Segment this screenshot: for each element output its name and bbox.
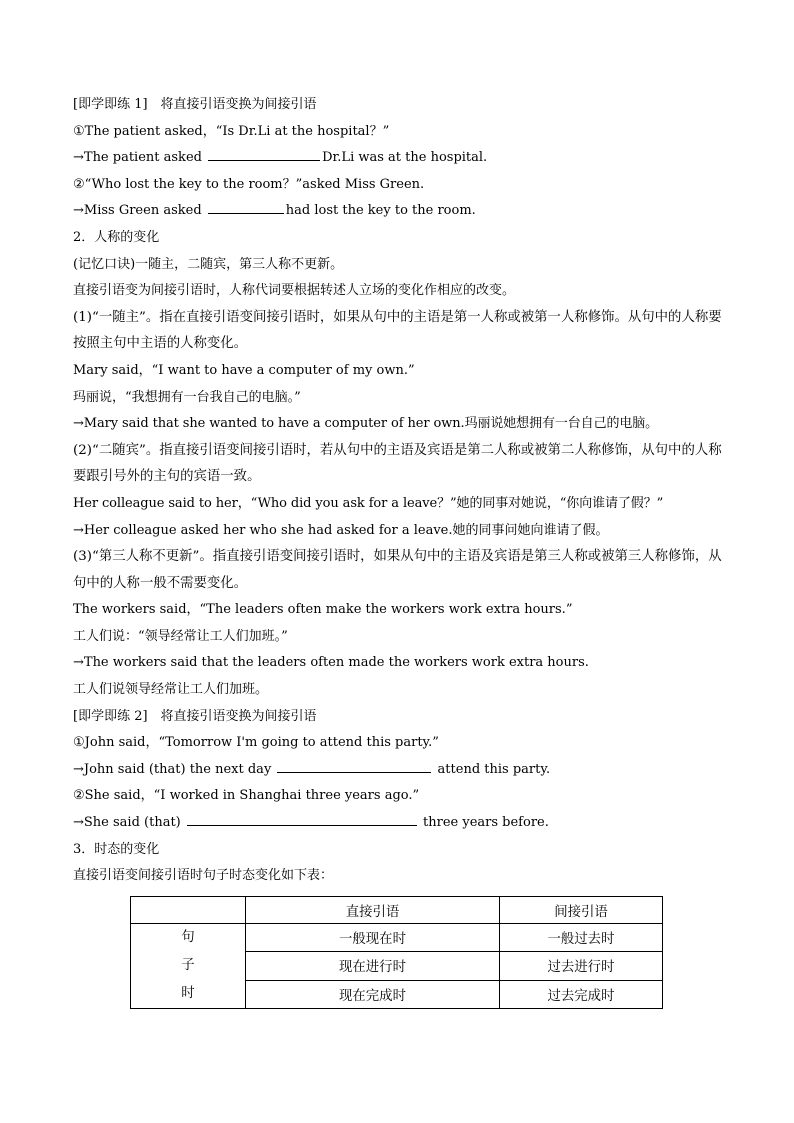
answer-prefix: →The patient asked <box>73 150 207 166</box>
row-label-cell <box>131 924 246 1009</box>
example-1-en: Mary said，“I want to have a computer of my own.” <box>73 362 415 378</box>
tense-change-table <box>130 896 663 1009</box>
fill-blank[interactable] <box>277 758 431 773</box>
fill-blank[interactable] <box>208 146 320 161</box>
table-header-cell: 间接引语 <box>500 897 663 924</box>
practice2-answer-2 <box>73 810 733 837</box>
example-1-result: →Mary said that she wanted to have a computer of her own.玛丽说她想拥有一台自己的电脑。 <box>73 416 659 432</box>
answer-suffix: Dr.Li was at the hospital. <box>322 150 488 166</box>
practice1-question-1: ①The patient asked，“Is Dr.Li at the hospital？” <box>73 123 390 139</box>
practice2-question-2: ②She said，“I worked in Shanghai three years ago.” <box>73 788 420 804</box>
rule-1: (1)“一随主”。指在直接引语变间接引语时，如果从句中的主语是第一人称或被第一人称修饰。从句中的人称要按照主句中主语的人称变化。 <box>73 309 722 352</box>
example-1-cn: 玛丽说，“我想拥有一台我自己的电脑。” <box>73 389 301 405</box>
answer-suffix: had lost the key to the room. <box>285 203 476 219</box>
example-3-result: →The workers said that the leaders often made the workers work extra hours. <box>73 655 589 671</box>
example-3-en: The workers said，“The leaders often make the workers work extra hours.” <box>73 602 573 618</box>
practice1-heading: [即学即练 1] 将直接引语变换为间接引语 <box>73 97 317 112</box>
rule-2: (2)“二随宾”。指直接引语变间接引语时，若从句中的主语及宾语是第二人称或被第二人称修饰，从句中的人称要跟引号外的主句的宾语一致。 <box>73 442 722 485</box>
answer-prefix: →John said (that) the next day <box>73 761 276 777</box>
answer-suffix: attend this party. <box>433 761 551 777</box>
fill-blank[interactable] <box>208 199 284 214</box>
practice2-question-1: ①John said，“Tomorrow I'm going to attend this party.” <box>73 735 439 751</box>
fill-blank[interactable] <box>187 811 417 826</box>
table-cell: 一般过去时 <box>500 924 663 952</box>
answer-prefix: →She said (that) <box>73 815 185 831</box>
example-3-cn: 工人们说：“领导经常让工人们加班。” <box>73 628 288 644</box>
section2-title: 2．人称的变化 <box>73 229 160 245</box>
example-3-result-cn: 工人们说领导经常让工人们加班。 <box>73 682 269 698</box>
practice2-answer-1 <box>73 757 733 784</box>
document-body <box>73 92 733 890</box>
table-cell: 过去完成时 <box>500 980 663 1008</box>
example-2-result: →Her colleague asked her who she had asked for a leave.她的同事问她向谁请了假。 <box>73 522 609 538</box>
row-label-char: 子 <box>181 958 195 973</box>
answer-prefix: →Miss Green asked <box>73 203 206 219</box>
example-2-en: Her colleague said to her，“Who did you ask for a leave？”她的同事对她说，“你向谁请了假？” <box>73 495 664 511</box>
section3-intro: 直接引语变间接引语时句子时态变化如下表： <box>73 868 334 884</box>
row-label-char: 时 <box>181 986 195 1001</box>
table-cell: 现在进行时 <box>246 952 500 980</box>
table-cell: 现在完成时 <box>246 980 500 1008</box>
mnemonic: (记忆口诀)一随主，二随宾，第三人称不更新。 <box>73 256 344 272</box>
table-header-cell <box>131 897 246 924</box>
rule-3: (3)“第三人称不更新”。指直接引语变间接引语时，如果从句中的主语及宾语是第三人称或被第三人称修饰，从句中的人称一般不需要变化。 <box>73 549 722 591</box>
practice1-question-2: ②“Who lost the key to the room？”asked Miss Green. <box>73 176 425 192</box>
row-label-char: 句 <box>181 930 195 945</box>
section3-title: 3．时态的变化 <box>73 841 160 857</box>
table-header-row <box>131 897 663 924</box>
table-cell: 一般现在时 <box>246 924 500 952</box>
table-cell: 过去进行时 <box>500 952 663 980</box>
section2-intro: 直接引语变为间接引语时，人称代词要根据转述人立场的变化作相应的改变。 <box>73 283 516 299</box>
table-header-cell: 直接引语 <box>246 897 500 924</box>
practice1-answer-2 <box>73 198 733 225</box>
practice2-heading: [即学即练 2] 将直接引语变换为间接引语 <box>73 708 317 724</box>
practice1-answer-1 <box>73 145 733 172</box>
table-row <box>131 924 663 952</box>
answer-suffix: three years before. <box>418 815 549 831</box>
